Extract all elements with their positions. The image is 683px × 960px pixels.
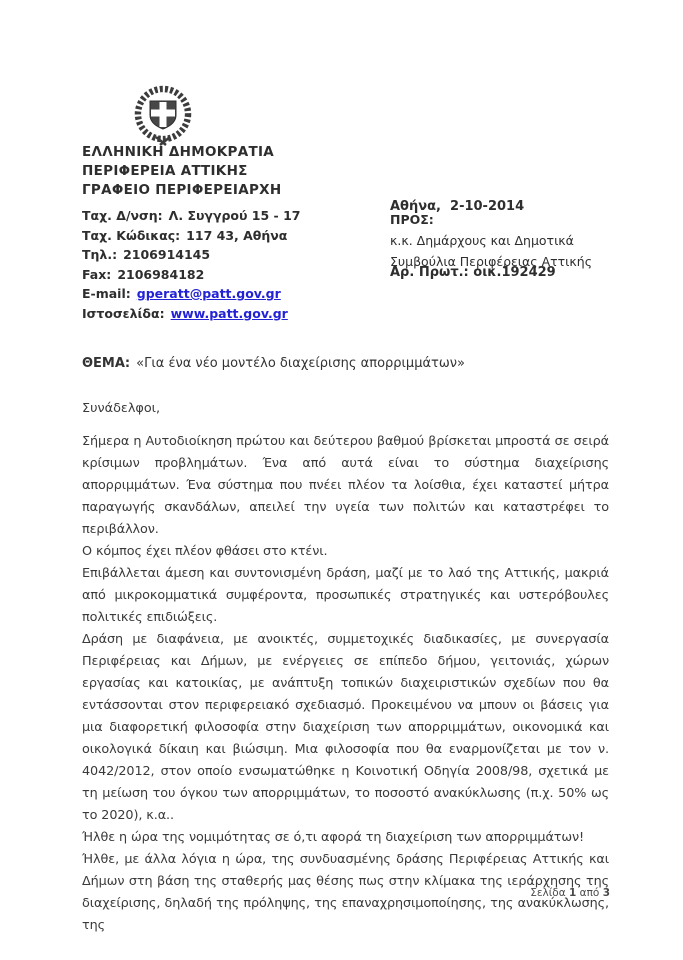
- contact-row-email: [82, 284, 300, 304]
- letter-body: [82, 431, 609, 937]
- cross-shield-icon: [150, 101, 176, 129]
- contact-row-website: [82, 304, 300, 324]
- email-label: E-mail:: [82, 286, 131, 301]
- subject-line: [82, 356, 465, 371]
- page-number-footer: [530, 887, 610, 899]
- fax-label: Fax:: [82, 266, 112, 282]
- subject-label: ΘΕΜΑ:: [82, 356, 131, 371]
- body-paragraph: Ήλθε η ώρα της νομιμότητας σε ό,τι αφορά τη διαχείριση των απορριμμάτων!: [82, 830, 585, 845]
- email-link[interactable]: gperatt@patt.gov.gr: [136, 286, 281, 301]
- body-paragraph: Σήμερα η Αυτοδιοίκηση πρώτου και δεύτερου βαθμού βρίσκεται μπροστά σε σειρά κρίσιμων προβλημάτων. Ένα από αυτά είναι το σύστημα διαχείρισης απορριμμάτων. Ένα σύστημα που πνέει πλέον τα λοίσθια, έχει καταστεί μήτρα παραγωγής σκανδάλων, απειλεί την υγεία των πολιτών και καταστρέφει το περιβάλλον.: [82, 434, 609, 537]
- contact-row-fax: [82, 265, 300, 285]
- footer-current-page: 1: [569, 887, 577, 899]
- org-line-region: ΠΕΡΙΦΕΡΕΙΑ ΑΤΤΙΚΗΣ: [82, 163, 248, 179]
- national-emblem-icon: [126, 85, 200, 149]
- letterhead-org-block: [82, 143, 281, 200]
- protocol-number: Αρ. Πρωτ.: οικ.192429: [390, 265, 556, 280]
- footer-page-label: Σελίδα: [530, 887, 566, 899]
- body-paragraph: Δράση με διαφάνεια, με ανοικτές, συμμετοχικές διαδικασίες, με συνεργασία Περιφέρειας και Δήμων, με ενέργειες σε επίπεδο δήμου, γειτονιάς, χώρων εργασίας και κατοικίας, με ανάπτυξη τοπικών διαχειριστικών σχεδίων που θα εντάσσονται στον περιφερειακό σχεδιασμό. Προκειμένου να μπουν οι βάσεις για μια διαφορετική φιλοσοφία στην διαχείριση των απορριμμάτων, οικονομικά και οικολογικά δίκαιη και βιώσιμη. Μια φιλοσοφία που θα εναρμονίζεται με τον ν. 4042/2012, στον οποίο ενσωματώθηκε η Κοινοτική Οδηγία 2008/98, σχετικά με τη μείωση του όγκου των απορριμμάτων, το ποσοστό ανακύκλωσης (π.χ. 50% ως το 2020), κ.α..: [82, 632, 609, 823]
- greeting: Συνάδελφοι,: [82, 401, 161, 416]
- postal-code-value: 117 43, Αθήνα: [186, 227, 288, 243]
- body-paragraph: Επιβάλλεται άμεση και συντονισμένη δράση, μαζί με το λαό της Αττικής, μακριά από μικροκομματικά συμφέροντα, προσωπικές στρατηγικές και υστερόβουλες πολιτικές επιδιώξεις.: [82, 566, 609, 625]
- subject-text: «Για ένα νέο μοντέλο διαχείρισης απορριμμάτων»: [136, 356, 465, 371]
- recipient-label: ΠΡΟΣ:: [390, 212, 434, 227]
- footer-of-label: από: [579, 887, 600, 899]
- website-link[interactable]: www.patt.gov.gr: [170, 305, 288, 321]
- city-date: Αθήνα, 2-10-2014: [390, 199, 525, 214]
- address-value: Λ. Συγγρού 15 - 17: [168, 208, 301, 223]
- contact-row-address: [82, 206, 300, 226]
- phone-value: 2106914145: [123, 247, 211, 262]
- body-paragraph: Ο κόμπος έχει πλέον φθάσει στο κτένι.: [82, 544, 328, 559]
- postal-code-label: Ταχ. Κώδικας:: [82, 227, 181, 243]
- fax-value: 2106984182: [117, 266, 205, 282]
- recipient-line-2: Συμβούλια Περιφέρειας Αττικής: [390, 254, 593, 269]
- footer-total-pages: 3: [602, 887, 610, 899]
- body-paragraph: Ήλθε, με άλλα λόγια η ώρα, της συνδυασμένης δράσης Περιφέρειας Αττικής και Δήμων στη βάση της σταθερής μας θέσης πως στην κλίμακα της ιεράρχησης της διαχείρισης, δηλαδή της πρόληψης, της επαναχρησιμοποίησης, της ανακύκλωσης, της: [82, 852, 609, 933]
- org-line-republic: ΕΛΛΗΝΙΚΗ ΔΗΜΟΚΡΑΤΙΑ: [82, 144, 275, 160]
- address-label: Ταχ. Δ/νση:: [82, 208, 163, 223]
- phone-label: Τηλ.:: [82, 247, 118, 262]
- contact-row-postal-code: [82, 226, 300, 246]
- org-line-office: ΓΡΑΦΕΙΟ ΠΕΡΙΦΕΡΕΙΑΡΧΗ: [82, 182, 282, 198]
- recipient-line-1: κ.κ. Δημάρχους και Δημοτικά: [390, 233, 574, 248]
- contact-row-phone: [82, 245, 300, 265]
- recipient-block: [390, 209, 592, 272]
- contact-block: [82, 206, 300, 323]
- website-label: Ιστοσελίδα:: [82, 305, 165, 321]
